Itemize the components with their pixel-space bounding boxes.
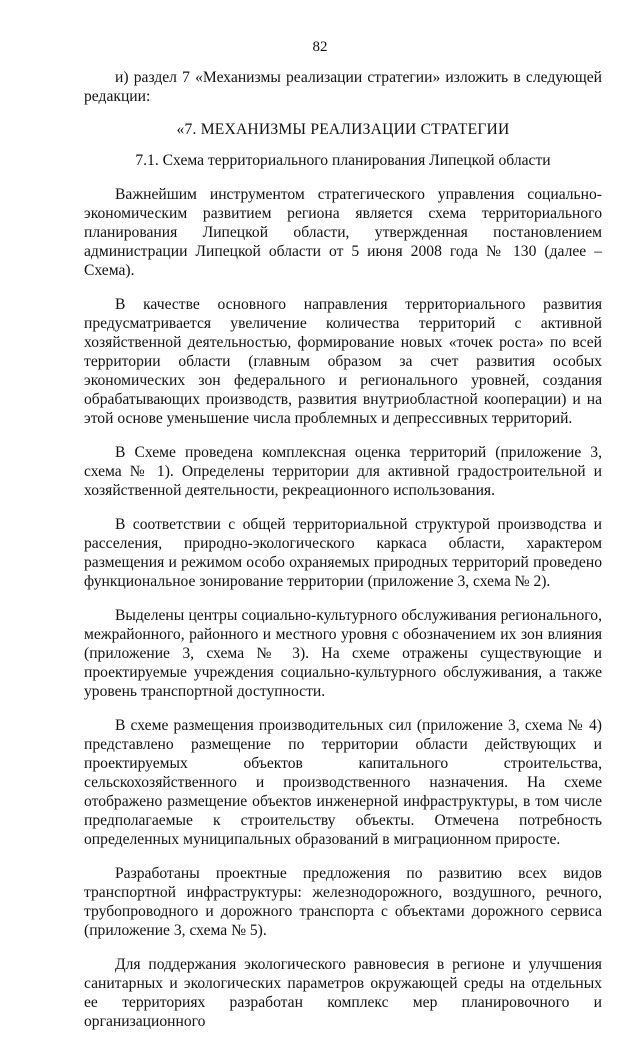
paragraph-8: Для поддержания экологического равновесия в регионе и улучшения санитарных и экологических параметров окружающей среды на отдельных ее территориях разработан комплекс мер планировочного и организационного: [84, 956, 602, 1030]
section-title: «7. МЕХАНИЗМЫ РЕАЛИЗАЦИИ СТРАТЕГИИ: [176, 121, 510, 138]
paragraph-5: Выделены центры социально-культурного обслуживания регионального, межрайонного, районного и местного уровня с обозначением их зон влияния (приложение 3, схема № 3). На схеме отражены существующие и проектируемые учреждения социально-культурного обслуживания, а также уровень транспортной доступности.: [84, 607, 602, 700]
intro-paragraph: и) раздел 7 «Механизмы реализации стратегии» изложить в следующей редакции:: [84, 69, 602, 105]
paragraph-3: В Схеме проведена комплексная оценка территорий (приложение 3, схема № 1). Определены территории для активной градостроительной и хозяйственной деятельности, рекреационного использования.: [84, 444, 602, 499]
paragraph-6: В схеме размещения производительных сил (приложение 3, схема № 4) представлено размещение по территории области действующих и проектируемых объектов капитального строительства, сельскохозяйственного и производственного назначения. На схеме отображено размещение объектов инженерной инфраструктуры, в том числе предполагаемые к строительству объекты. Отмечена потребность определенных муниципальных образований в миграционном приросте.: [84, 717, 602, 848]
document-body: [84, 68, 602, 1046]
paragraph-1: Важнейшим инструментом стратегического управления социально-экономическим развитием региона является схема территориального планирования Липецкой области, утвержденная постановлением администрации Липецкой области от 5 июня 2008 года № 130 (далее – Схема).: [84, 186, 602, 279]
subsection-title: 7.1. Схема территориального планирования Липецкой области: [135, 152, 551, 169]
paragraph-7: Разработаны проектные предложения по развитию всех видов транспортной инфраструктуры: железнодорожного, воздушного, речного, трубопроводного и дорожного транспорта с объектами дорожного сервиса (приложение 3, схема № 5).: [84, 865, 602, 939]
page-number: 82: [312, 39, 328, 55]
paragraph-2: В качестве основного направления территориального развития предусматривается увеличение количества территорий с активной хозяйственной деятельностью, формирование новых «точек роста» по всей территории области (главным образом за счет развития особых экономических зон федерального и регионального уровней, создания обрабатывающих производств, развития внутриобластной кооперации) и на этой основе уменьшение числа проблемных и депрессивных территорий.: [84, 296, 602, 427]
paragraph-4: В соответствии с общей территориальной структурой производства и расселения, природно-экологического каркаса области, характером размещения и режимом особо охраняемых природных территорий проведено функциональное зонирование территории (приложение 3, схема № 2).: [84, 516, 602, 590]
